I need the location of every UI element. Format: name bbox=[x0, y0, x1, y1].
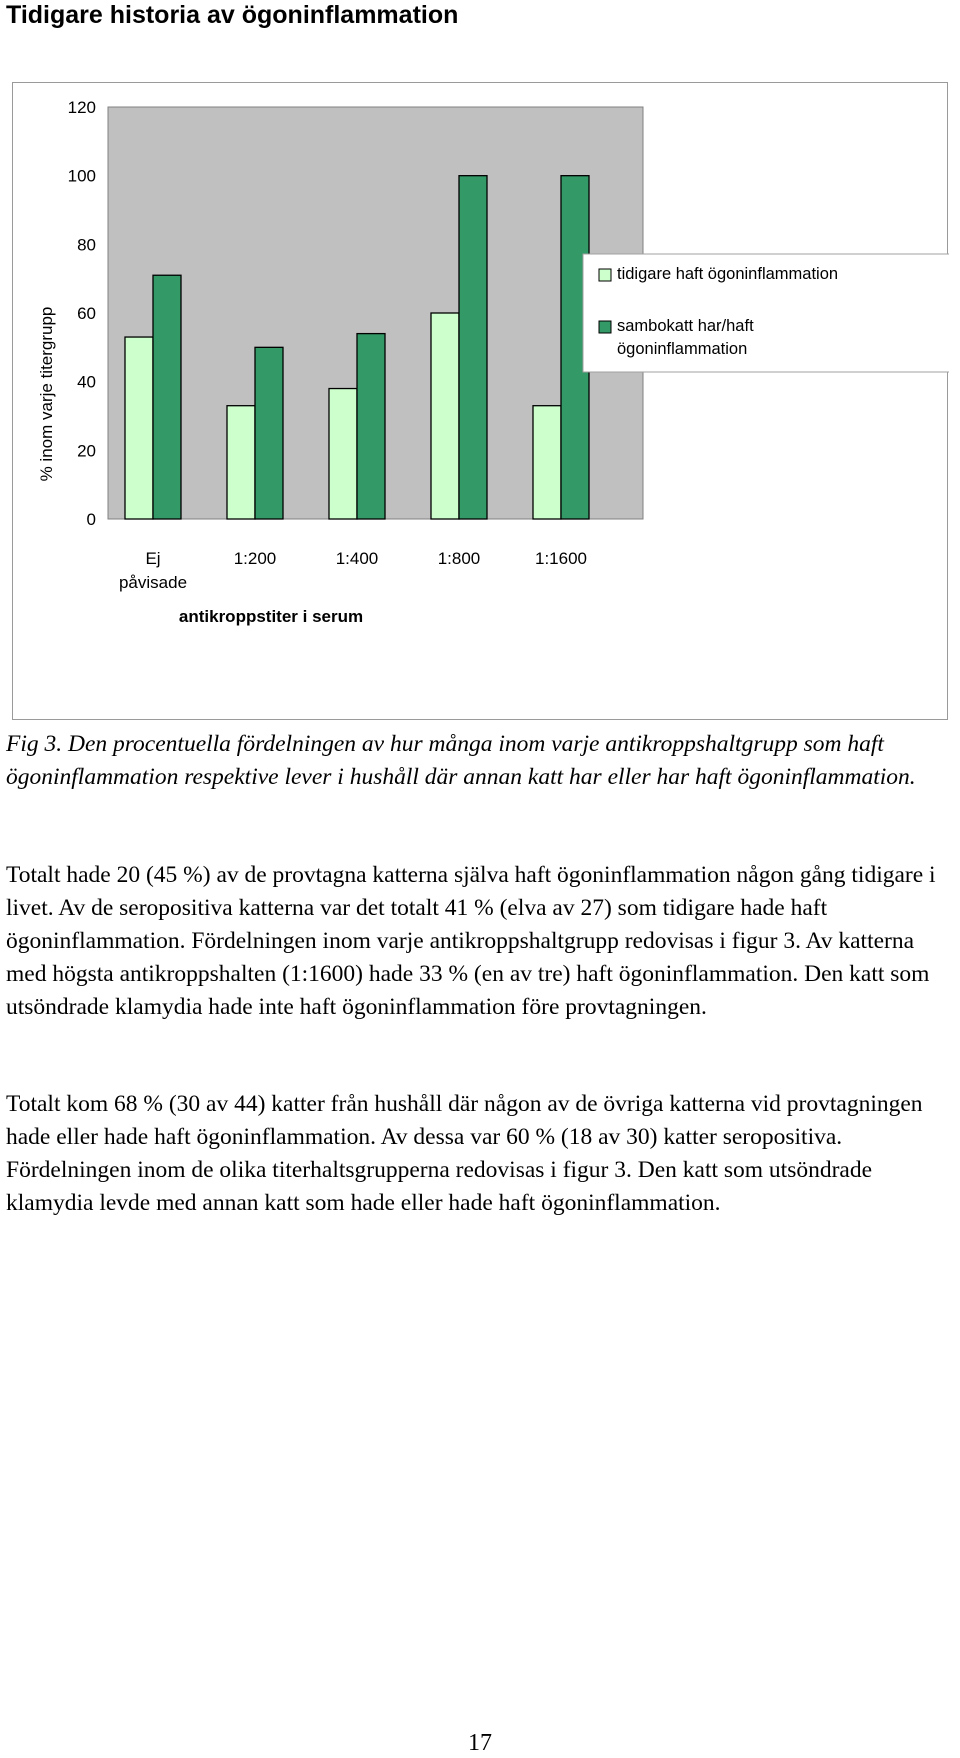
page-heading: Tidigare historia av ögoninflammation bbox=[6, 1, 459, 29]
page-number: 17 bbox=[468, 1730, 492, 1756]
chart-frame bbox=[12, 82, 948, 720]
bar-chart bbox=[13, 83, 949, 721]
y-tick-label: 60 bbox=[77, 304, 96, 323]
y-tick-label: 0 bbox=[86, 510, 96, 529]
bar-2 bbox=[459, 176, 487, 519]
bar-1 bbox=[227, 406, 255, 519]
legend-label-1: tidigare haft ögoninflammation bbox=[617, 265, 839, 283]
y-tick-label: 100 bbox=[67, 166, 96, 186]
x-tick-label: 1:400 bbox=[335, 549, 379, 568]
legend-swatch-1 bbox=[599, 269, 611, 281]
figure-caption: Fig 3. Den procentuella fördelningen av hur många inom varje antikroppshaltgrupp som haft ögoninflammation respektive lever i hushåll där annan katt har eller har haft ögoninflammation. bbox=[6, 731, 916, 790]
y-tick-label: 40 bbox=[77, 372, 96, 392]
bar-2 bbox=[153, 275, 181, 519]
x-tick-label: 1:200 bbox=[233, 549, 277, 568]
x-tick-label: 1:1600 bbox=[535, 549, 587, 568]
bar-1 bbox=[125, 337, 153, 519]
y-tick-label: 120 bbox=[67, 98, 96, 117]
y-tick-label: 20 bbox=[77, 441, 96, 461]
bar-1 bbox=[329, 389, 357, 519]
bar-2 bbox=[357, 334, 385, 519]
legend-swatch-2 bbox=[599, 321, 611, 333]
bar-1 bbox=[431, 313, 459, 519]
bar-1 bbox=[533, 406, 561, 519]
y-tick-label: 80 bbox=[77, 235, 96, 255]
legend-label-2: sambokatt har/haft ögoninflammation bbox=[617, 317, 754, 358]
paragraph-2: Totalt kom 68 % (30 av 44) katter från hushåll där någon av de övriga katterna vid provtagningen hade eller hade haft ögoninflammation. Av dessa var 60 % (18 av 30) katter seropositiva. Fördelningen inom de olika titerhaltsgrupperna redovisas i figur 3. Den katt som utsöndrade klamydia levde med annan katt som hade eller hade haft ögoninflammation. bbox=[6, 1091, 923, 1216]
x-axis-label: antikroppstiter i serum bbox=[178, 607, 364, 626]
bar-2 bbox=[255, 347, 283, 519]
x-tick-label: 1:800 bbox=[437, 549, 481, 568]
paragraph-1: Totalt hade 20 (45 %) av de provtagna katterna själva haft ögoninflammation någon gång tidigare i livet. Av de seropositiva katterna var det totalt 41 % (elva av 27) som tidigare hade haft ögoninflammation. Fördelningen inom varje antikroppshaltgrupp redovisas i figur 3. Av katterna med högsta antikroppshalten (1:1600) hade 33 % (en av tre) haft ögoninflammation. Den katt som utsöndrade klamydia hade inte haft ögoninflammation före provtagningen. bbox=[6, 862, 936, 1020]
y-axis-label: % inom varje titergrupp bbox=[37, 306, 56, 482]
x-tick-label: Ej påvisade bbox=[118, 549, 188, 592]
